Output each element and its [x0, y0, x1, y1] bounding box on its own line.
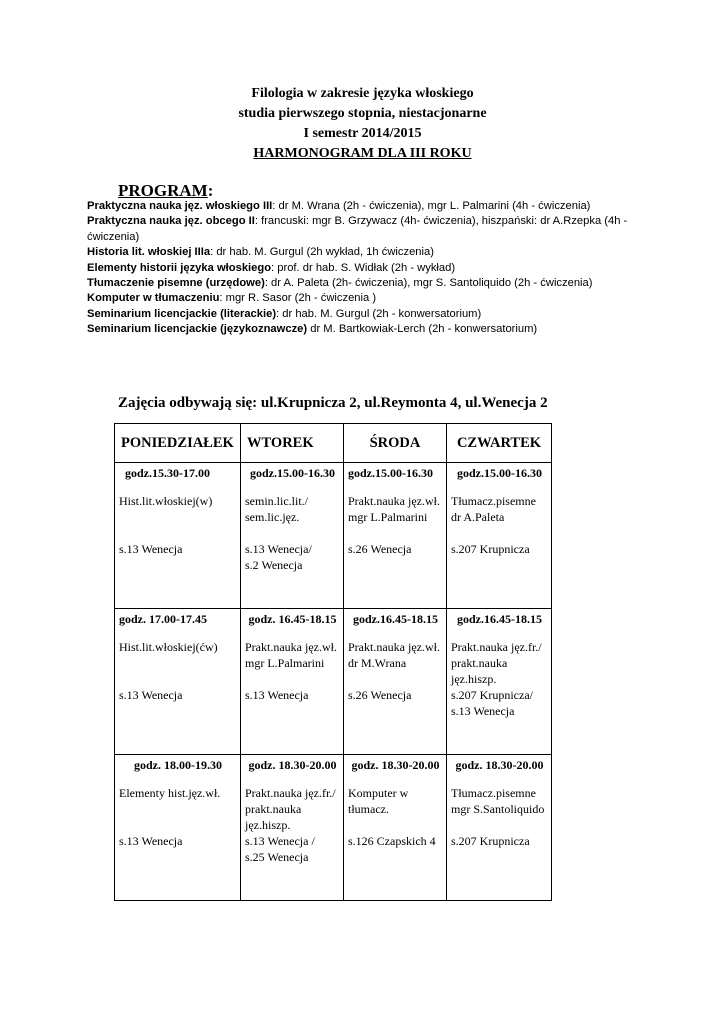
class-room: s.207 Krupnicza	[451, 834, 530, 848]
class-time: godz. 18.30-20.00	[455, 758, 544, 772]
class-time: godz. 18.30-20.00	[351, 758, 440, 772]
class-time: godz.15.30-17.00	[125, 466, 210, 480]
course-details: dr M. Bartkowiak-Lerch (2h - konwersatorium)	[307, 323, 538, 336]
day-header-wednesday: ŚRODA	[344, 424, 447, 463]
schedule-row	[115, 463, 552, 609]
class-room: s.13 Wenecja/ s.2 Wenecja	[245, 542, 312, 572]
course-details: : dr M. Wrana (2h - ćwiczenia), mgr L. Palmarini (4h - ćwiczenia)	[272, 200, 591, 212]
class-time: godz.15.00-16.30	[348, 466, 433, 480]
class-subject: Prakt.nauka jęz.fr./ prakt.nauka jęz.hiszp.	[451, 640, 542, 686]
class-room: s.207 Krupnicza	[451, 542, 530, 556]
program-line	[87, 276, 647, 291]
course-name: Historia lit. włoskiej IIIa	[87, 246, 211, 259]
class-subject: Tłumacz.pisemne mgr S.Santoliquido	[451, 786, 545, 816]
class-room: s.207 Krupnicza/ s.13 Wenecja	[451, 688, 533, 718]
class-subject: Hist.lit.włoskiej(w)	[119, 494, 213, 508]
course-name: Tłumaczenie pisemne (urzędowe)	[87, 277, 265, 290]
schedule-cell	[344, 609, 447, 755]
schedule-header-row	[115, 424, 552, 463]
schedule-cell	[344, 755, 447, 901]
schedule-row	[115, 755, 552, 901]
course-name: Komputer w tłumaczeniu	[87, 292, 220, 305]
course-name: Seminarium licencjackie (językoznawcze)	[87, 323, 308, 336]
class-time: godz.16.45-18.15	[353, 612, 438, 626]
program-title-colon: :	[207, 181, 214, 200]
program-line	[87, 307, 647, 322]
course-name: Seminarium licencjackie (literackie)	[87, 307, 277, 320]
day-header-thursday: CZWARTEK	[447, 424, 552, 463]
header-line-2: studia pierwszego stopnia, niestacjonarne	[238, 106, 487, 121]
course-details: : dr hab. M. Gurgul (2h - konwersatorium)	[276, 307, 482, 320]
program-line	[87, 245, 647, 260]
places-heading: Zajęcia odbywają się: ul.Krupnicza 2, ul.Reymonta 4, ul.Wenecja 2	[118, 395, 548, 411]
program-line	[87, 322, 647, 337]
header-line-1: Filologia w zakresie języka włoskiego	[251, 86, 474, 101]
day-header-monday: PONIEDZIAŁEK	[115, 424, 241, 463]
class-room: s.13 Wenecja	[119, 834, 183, 848]
course-details: : dr A. Paleta (2h- ćwiczenia), mgr S. Santoliquido (2h - ćwiczenia)	[264, 277, 593, 290]
day-header-tuesday: WTOREK	[241, 424, 344, 463]
program-heading	[118, 181, 213, 201]
course-details: : francuski: mgr B. Grzywacz (4h- ćwiczenia), hiszpański: dr A.Rzepka (4h - ćwiczenia)	[87, 215, 628, 243]
class-subject: semin.lic.lit./ sem.lic.jęz.	[245, 494, 308, 524]
program-line	[87, 214, 647, 245]
program-line	[87, 291, 647, 306]
class-room: s.13 Wenecja	[119, 542, 183, 556]
class-time: godz. 16.45-18.15	[248, 612, 337, 626]
course-name: Praktyczna nauka jęz. włoskiego III	[87, 200, 273, 212]
schedule-cell	[241, 463, 344, 609]
class-time: godz. 17.00-17.45	[119, 612, 207, 626]
schedule-row	[115, 609, 552, 755]
schedule-cell	[241, 609, 344, 755]
class-subject: Prakt.nauka jęz.wł. mgr L.Palmarini	[245, 640, 337, 670]
header-line-3: I semestr 2014/2015	[303, 126, 422, 141]
schedule-cell	[115, 609, 241, 755]
class-time: godz.16.45-18.15	[457, 612, 542, 626]
program-title: PROGRAM	[118, 181, 208, 200]
program-line	[87, 199, 647, 214]
course-details: : prof. dr hab. S. Widłak (2h - wykład)	[271, 261, 456, 274]
class-time: godz. 18.30-20.00	[248, 758, 337, 772]
course-details: : dr hab. M. Gurgul (2h wykład, 1h ćwiczenia)	[210, 246, 434, 259]
header-line-4: HARMONOGRAM DLA III ROKU	[253, 146, 472, 161]
class-time: godz.15.00-16.30	[457, 466, 542, 480]
course-name: Praktyczna nauka jęz. obcego II	[87, 215, 255, 228]
class-subject: Prakt.nauka jęz.fr./ prakt.nauka jęz.hiszp.	[245, 786, 336, 832]
schedule-cell	[344, 463, 447, 609]
schedule-cell	[447, 609, 552, 755]
schedule-table	[114, 423, 552, 901]
class-subject: Prakt.nauka jęz.wł. mgr L.Palmarini	[348, 494, 440, 524]
class-subject: Prakt.nauka jęz.wł. dr M.Wrana	[348, 640, 440, 670]
class-room: s.13 Wenecja	[119, 688, 183, 702]
schedule-cell	[447, 755, 552, 901]
course-details: : mgr R. Sasor (2h - ćwiczenia )	[219, 292, 377, 305]
class-room: s.26 Wenecja	[348, 542, 412, 556]
schedule-cell	[115, 755, 241, 901]
program-line	[87, 261, 647, 276]
class-room: s.26 Wenecja	[348, 688, 412, 702]
class-subject: Komputer w tłumacz.	[348, 786, 409, 816]
class-subject: Hist.lit.włoskiej(ćw)	[119, 640, 218, 654]
schedule-cell	[447, 463, 552, 609]
class-room: s.13 Wenecja	[245, 688, 309, 702]
class-time: godz.15.00-16.30	[250, 466, 335, 480]
class-room: s.126 Czapskich 4	[348, 834, 436, 848]
course-name: Elementy historii języka włoskiego	[87, 261, 272, 274]
class-subject: Tłumacz.pisemne dr A.Paleta	[451, 494, 536, 524]
class-room: s.13 Wenecja / s.25 Wenecja	[245, 834, 315, 864]
class-time: godz. 18.00-19.30	[134, 758, 222, 772]
document-header	[0, 84, 725, 164]
class-subject: Elementy hist.jęz.wł.	[119, 786, 221, 800]
schedule-cell	[115, 463, 241, 609]
program-list	[87, 199, 647, 338]
schedule-cell	[241, 755, 344, 901]
